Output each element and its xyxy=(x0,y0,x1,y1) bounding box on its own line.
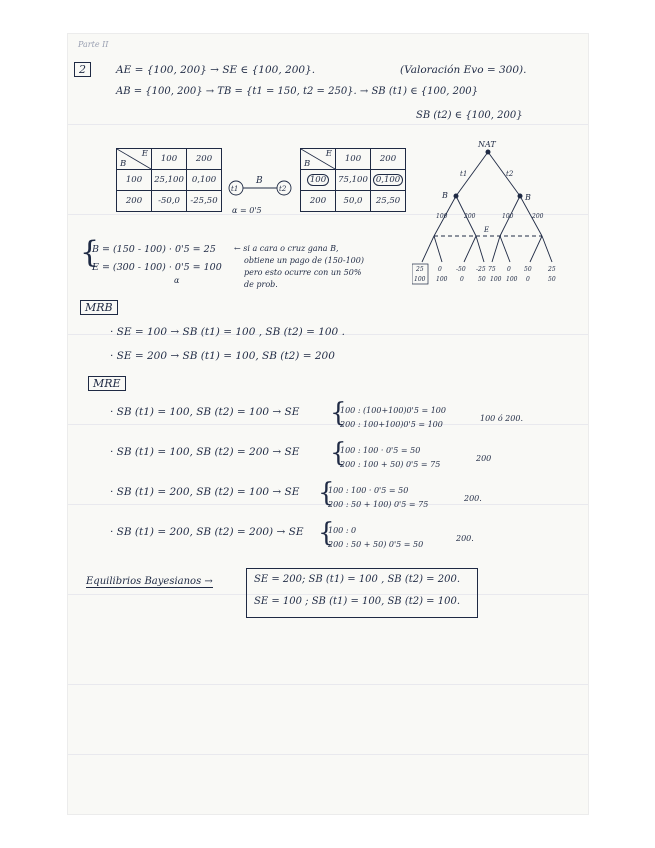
e-payoff-line: E = (300 - 100) · 0'5 = 100 xyxy=(92,262,222,273)
alpha-note: α = 0'5 xyxy=(232,206,262,215)
type-connector xyxy=(226,172,296,202)
matrix-cell: 25,50 xyxy=(371,191,406,212)
mre-case-line: 100 : 0 xyxy=(328,526,357,535)
mre-case-line: 200 : 100 + 50) 0'5 = 75 xyxy=(340,460,441,469)
matrix-cell: 50,0 xyxy=(336,191,371,212)
tree-edge-label: 100 xyxy=(502,213,514,220)
note-line: ← si a cara o cruz gana B, xyxy=(234,244,339,253)
mre-case-lhs: · SB (t1) = 200, SB (t2) = 200) → SE xyxy=(110,526,304,538)
tree-leaf-top: 25 xyxy=(548,266,556,273)
mre-case-line: 100 : 100 · 0'5 = 50 xyxy=(328,486,409,495)
corner-top-label: E xyxy=(141,149,148,159)
corner-top-label: E xyxy=(325,149,332,159)
payoff-matrix-right xyxy=(300,148,406,212)
matrix-cell: -25,50 xyxy=(187,191,222,212)
mre-case-line: 200 : 50 + 50) 0'5 = 50 xyxy=(328,540,424,549)
brace-icon: { xyxy=(80,235,100,270)
tree-leaf-top: 75 xyxy=(488,266,496,273)
mrb-label: MRB xyxy=(80,300,118,315)
matrix-corner xyxy=(117,149,152,170)
ab-line: AB = {100, 200} → TB = {t1 = 150, t2 = 250}. → SB (t1) ∈ {100, 200} xyxy=(116,86,479,97)
mre-case-line: 100 : (100+100)0'5 = 100 xyxy=(340,406,446,415)
note-line: de prob. xyxy=(244,280,278,289)
mre-case-lhs: · SB (t1) = 200, SB (t2) = 100 → SE xyxy=(110,486,300,498)
mre-case-lhs: · SB (t1) = 100, SB (t2) = 200 → SE xyxy=(110,446,300,458)
col-header: 100 xyxy=(152,149,187,170)
row-header: 200 xyxy=(301,191,336,212)
row-header xyxy=(301,170,336,191)
equilibrium-line: SE = 200; SB (t1) = 100 , SB (t2) = 200. xyxy=(254,574,461,585)
brace-icon: { xyxy=(318,518,335,548)
brace-icon: { xyxy=(330,398,347,428)
ae-line: AE = {100, 200} → SE ∈ {100, 200}. xyxy=(116,64,316,76)
corner-bottom-label: B xyxy=(120,159,127,169)
matrix-cell: 75,100 xyxy=(336,170,371,191)
matrix-cell: -50,0 xyxy=(152,191,187,212)
note-line: pero esto ocurre con un 50% xyxy=(244,268,362,277)
payoff-matrix-left xyxy=(116,148,222,212)
header-scribble: Parte II xyxy=(78,40,109,49)
mrb-line: · SE = 100 → SB (t1) = 100 , SB (t2) = 100 . xyxy=(110,326,345,338)
col-header: 100 xyxy=(336,149,371,170)
col-header: 200 xyxy=(371,149,406,170)
tree-leaf-top: 50 xyxy=(524,266,532,273)
mre-case-line: 200 : 50 + 100) 0'5 = 75 xyxy=(328,500,429,509)
mre-label: MRE xyxy=(88,376,126,391)
b-payoff-line: B = (150 - 100) · 0'5 = 25 xyxy=(92,244,216,255)
tree-leaf-top: 25 xyxy=(416,266,424,273)
tree-leaf-bottom: 100 xyxy=(436,276,448,283)
node-b: B xyxy=(256,176,263,186)
tree-leaf-top: 0 xyxy=(438,266,442,273)
row-header: 200 xyxy=(117,191,152,212)
brace-icon: { xyxy=(330,438,347,468)
game-tree xyxy=(412,138,572,290)
matrix-corner xyxy=(301,149,336,170)
bayes-label: Equilibrios Bayesianos → xyxy=(86,576,213,587)
sb-t2-line: SB (t2) ∈ {100, 200} xyxy=(416,110,523,121)
row-header-circled: 100 xyxy=(307,174,329,186)
tree-leaf-bottom: 50 xyxy=(548,276,556,283)
node-t2: t2 xyxy=(279,185,287,193)
mre-case-lhs: · SB (t1) = 100, SB (t2) = 100 → SE xyxy=(110,406,300,418)
tree-b-right: B xyxy=(525,193,531,202)
tree-leaf-bottom: 100 xyxy=(414,276,426,283)
mre-case-line: 200 : 100+100)0'5 = 100 xyxy=(340,420,443,429)
matrix-cell-circled: 0,100 xyxy=(373,174,403,186)
mre-case-result: 100 ó 200. xyxy=(480,414,523,423)
tree-leaf-bottom: 100 xyxy=(490,276,502,283)
tree-leaf-top: -50 xyxy=(456,266,466,273)
problem-number: 2 xyxy=(74,62,91,77)
col-header: 200 xyxy=(187,149,222,170)
tree-e: E xyxy=(484,226,490,234)
tree-edge-label: 200 xyxy=(464,213,476,220)
mre-case-result: 200. xyxy=(456,534,474,543)
note-line: obtiene un pago de (150-100) xyxy=(244,256,364,265)
tree-edge-label: 100 xyxy=(436,213,448,220)
tree-edge-label: 200 xyxy=(532,213,544,220)
tree-leaf-bottom: 0 xyxy=(526,276,530,283)
equilibrium-line: SE = 100 ; SB (t1) = 100, SB (t2) = 100. xyxy=(254,596,461,607)
tree-b-left: B xyxy=(442,191,448,200)
brace-icon: { xyxy=(318,478,335,508)
matrix-cell xyxy=(371,170,406,191)
row-header: 100 xyxy=(117,170,152,191)
mre-case-line: 100 : 100 · 0'5 = 50 xyxy=(340,446,421,455)
mre-case-result: 200 xyxy=(476,454,492,463)
tree-leaf-top: -25 xyxy=(476,266,486,273)
corner-bottom-label: B xyxy=(304,159,311,169)
matrix-cell: 0,100 xyxy=(187,170,222,191)
valuation-note: (Valoración Evo = 300). xyxy=(400,64,527,76)
tree-leaf-bottom: 100 xyxy=(506,276,518,283)
tree-nat: NAT xyxy=(478,140,496,149)
mrb-line: · SE = 200 → SB (t1) = 100, SB (t2) = 200 xyxy=(110,350,335,362)
tree-leaf-bottom: 50 xyxy=(478,276,486,283)
matrix-cell: 25,100 xyxy=(152,170,187,191)
tree-t1: t1 xyxy=(460,170,468,178)
mre-case-result: 200. xyxy=(464,494,482,503)
alpha-label: α xyxy=(174,276,180,285)
tree-t2: t2 xyxy=(506,170,514,178)
node-t1: t1 xyxy=(231,185,239,193)
tree-leaf-bottom: 0 xyxy=(460,276,464,283)
tree-leaf-top: 0 xyxy=(507,266,511,273)
